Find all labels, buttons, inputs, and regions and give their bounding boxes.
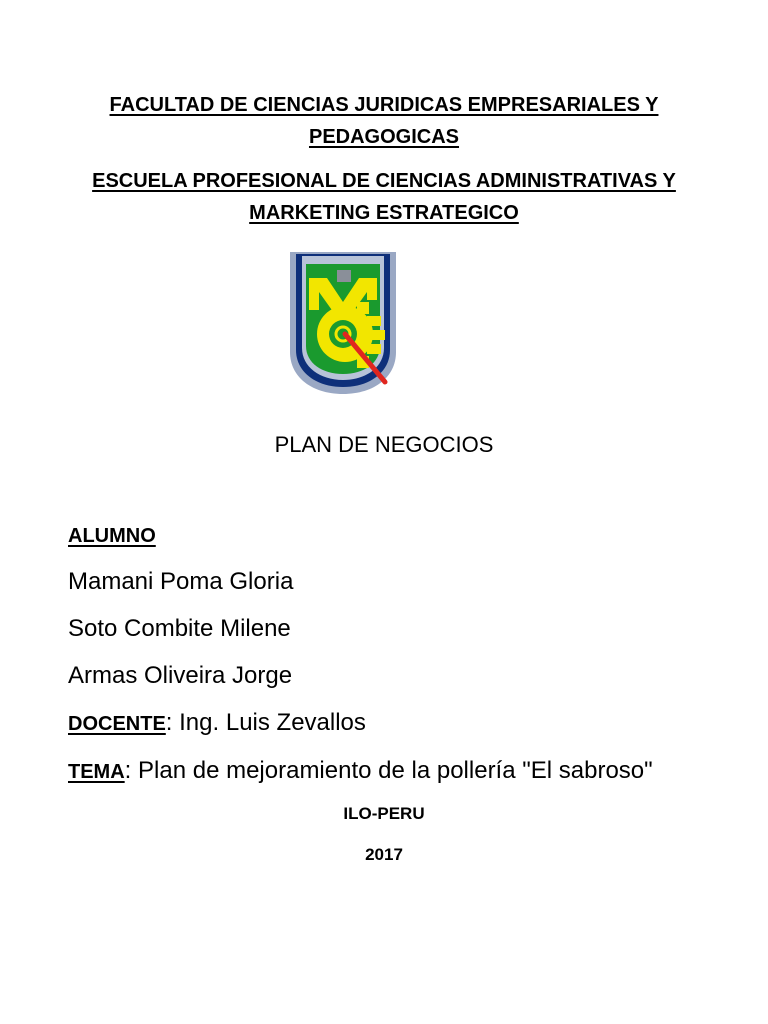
teacher-row bbox=[68, 708, 366, 739]
university-crest-icon bbox=[287, 250, 399, 396]
document-type: PLAN DE NEGOCIOS bbox=[274, 432, 494, 457]
teacher-separator: : bbox=[165, 709, 173, 736]
faculty-heading: FACULTAD DE CIENCIAS JURIDICAS EMPRESARIALES Y PEDAGOGICAS bbox=[109, 94, 659, 148]
student-name: Armas Oliveira Jorge bbox=[68, 662, 293, 689]
students-label: ALUMNO bbox=[68, 525, 156, 547]
year: 2017 bbox=[365, 845, 403, 864]
student-name: Mamani Poma Gloria bbox=[68, 568, 294, 595]
location: ILO-PERU bbox=[343, 804, 425, 823]
student-name: Soto Combite Milene bbox=[68, 615, 291, 642]
school-heading: ESCUELA PROFESIONAL DE CIENCIAS ADMINISTRATIVAS Y MARKETING ESTRATEGICO bbox=[92, 170, 676, 224]
topic-separator: : bbox=[124, 757, 132, 784]
topic-label: TEMA bbox=[68, 761, 125, 783]
teacher-name: Ing. Luis Zevallos bbox=[179, 709, 366, 736]
teacher-label: DOCENTE bbox=[68, 713, 166, 735]
topic-row bbox=[68, 756, 653, 787]
topic-text: Plan de mejoramiento de la pollería "El sabroso" bbox=[138, 757, 653, 784]
crest-bolt bbox=[337, 270, 351, 282]
